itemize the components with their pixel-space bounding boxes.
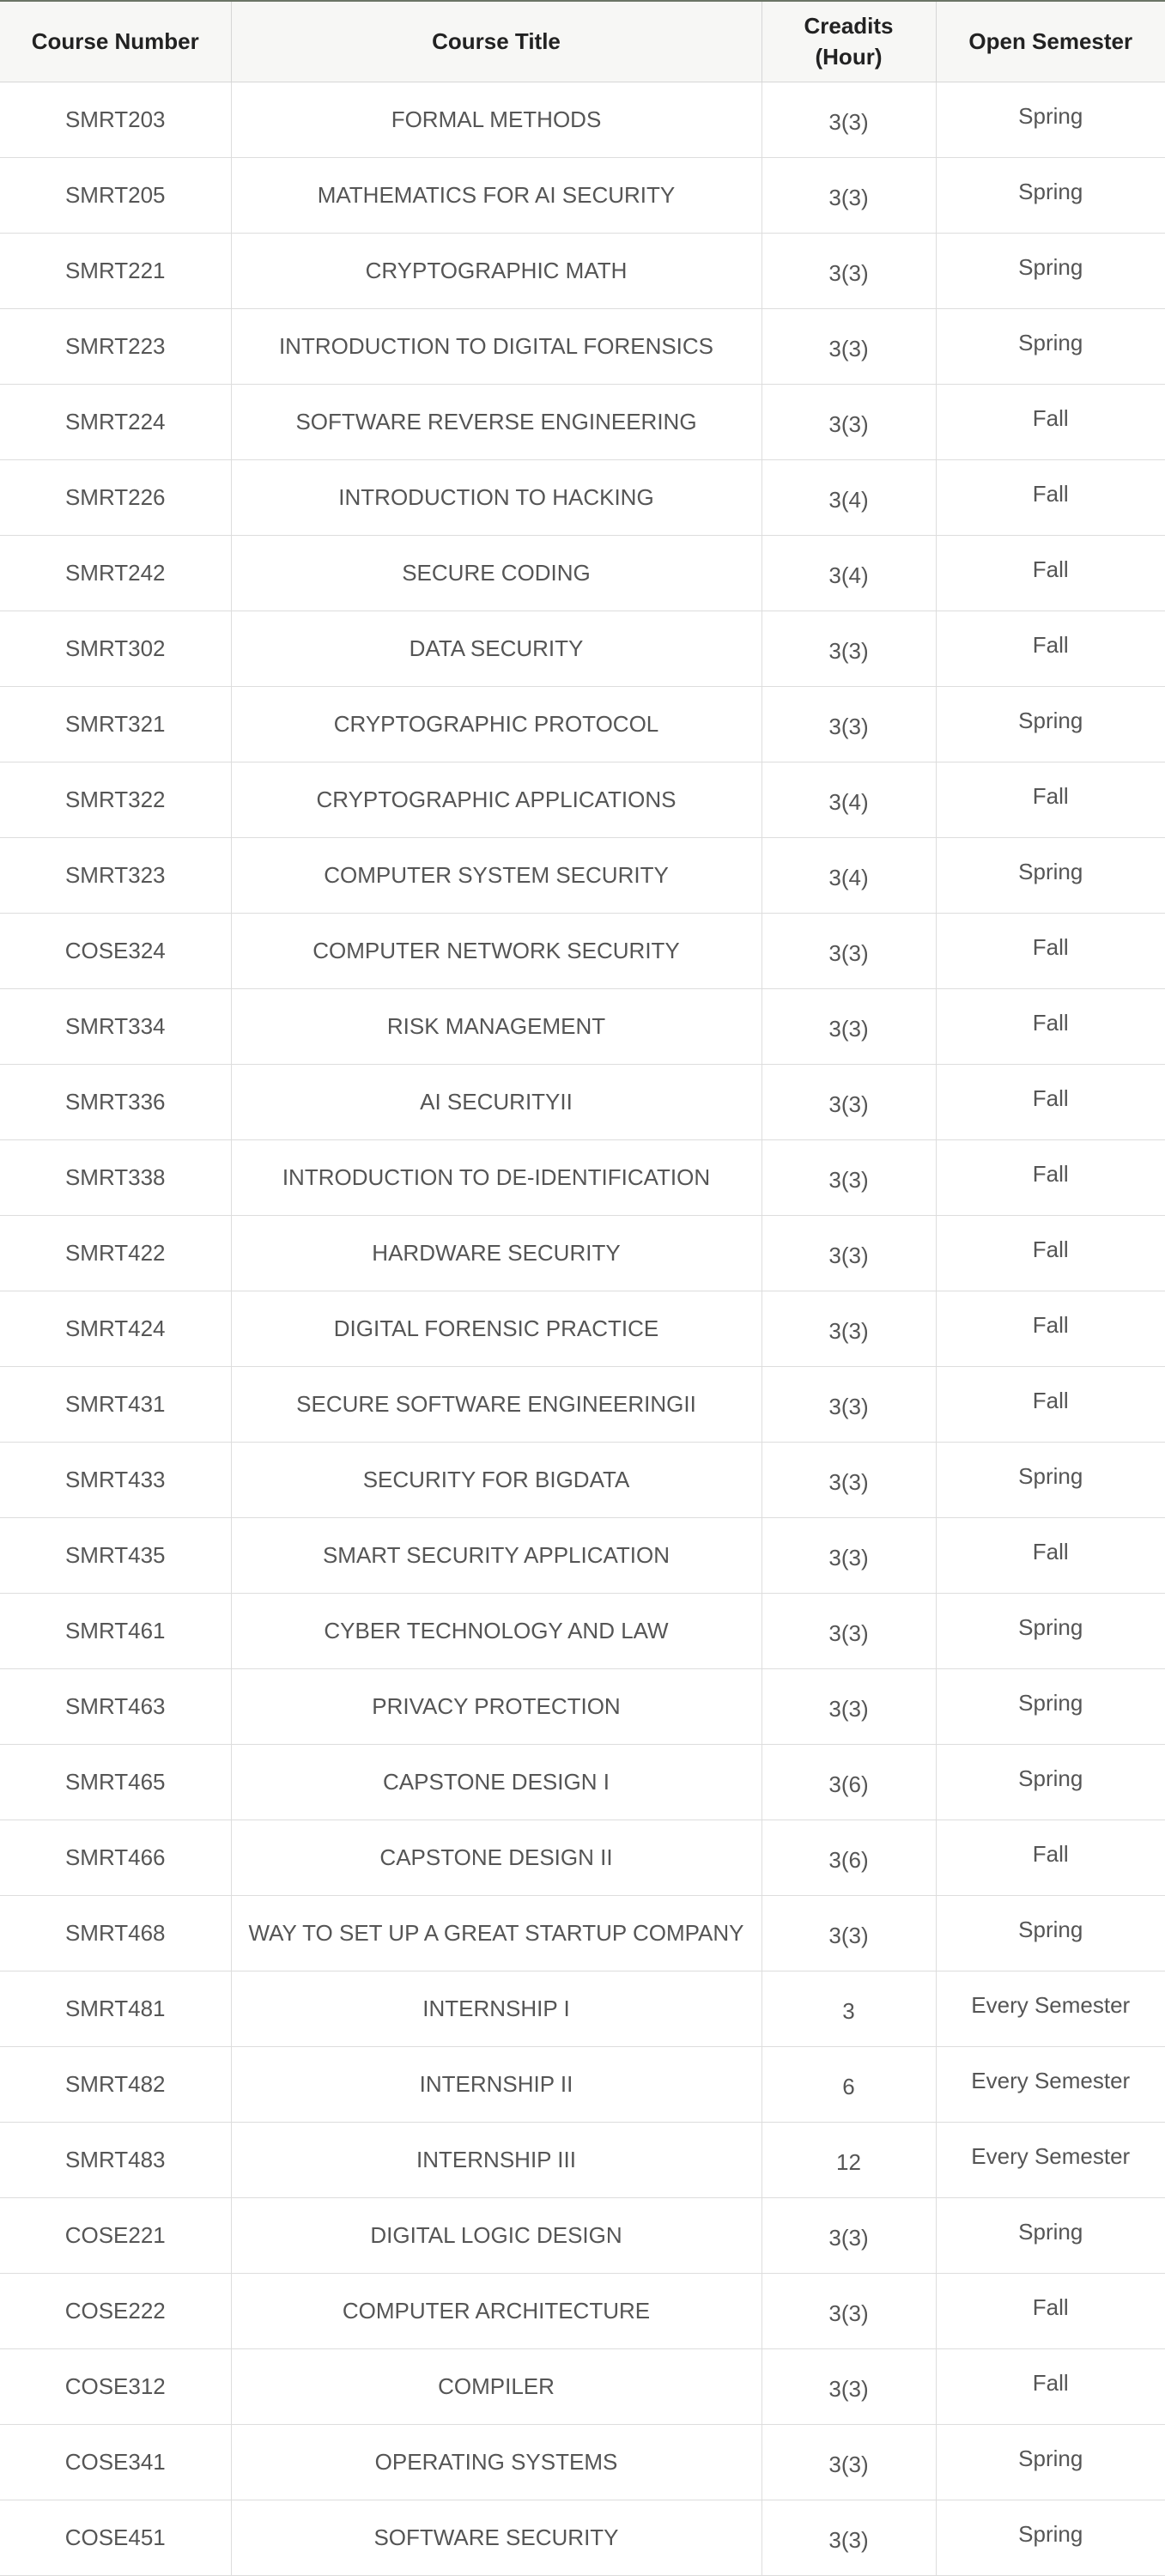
header-course-title: Course Title xyxy=(231,2,761,82)
open-semester-cell: Spring xyxy=(936,82,1165,158)
course-title-cell: INTRODUCTION TO HACKING xyxy=(231,460,761,536)
table-header xyxy=(0,2,1165,82)
course-title-cell: SMART SECURITY APPLICATION xyxy=(231,1518,761,1594)
open-semester-cell: Fall xyxy=(936,1820,1165,1896)
course-number-cell: SMRT323 xyxy=(0,838,231,914)
open-semester-cell: Spring xyxy=(936,1443,1165,1518)
table-row xyxy=(0,1367,1165,1443)
credits-cell: 3(3) xyxy=(761,82,936,158)
credits-cell: 3(3) xyxy=(761,1216,936,1291)
table-row xyxy=(0,2274,1165,2349)
course-number-cell: SMRT431 xyxy=(0,1367,231,1443)
table-row xyxy=(0,989,1165,1065)
open-semester-cell: Spring xyxy=(936,2500,1165,2576)
credits-cell: 3(3) xyxy=(761,687,936,762)
credits-cell: 3(3) xyxy=(761,1443,936,1518)
course-title-cell: WAY TO SET UP A GREAT STARTUP COMPANY xyxy=(231,1896,761,1971)
course-number-cell: SMRT336 xyxy=(0,1065,231,1140)
credits-cell: 3(3) xyxy=(761,989,936,1065)
course-title-cell: COMPILER xyxy=(231,2349,761,2425)
table-row xyxy=(0,2425,1165,2500)
course-title-cell: FORMAL METHODS xyxy=(231,82,761,158)
course-title-cell: CRYPTOGRAPHIC APPLICATIONS xyxy=(231,762,761,838)
open-semester-cell: Fall xyxy=(936,385,1165,460)
table-row xyxy=(0,1896,1165,1971)
header-credits-unit: (Hour) xyxy=(815,43,883,70)
course-number-cell: SMRT242 xyxy=(0,536,231,611)
table-row xyxy=(0,82,1165,158)
credits-cell: 3 xyxy=(761,1971,936,2047)
table-row xyxy=(0,158,1165,234)
credits-cell: 12 xyxy=(761,2123,936,2198)
course-title-cell: OPERATING SYSTEMS xyxy=(231,2425,761,2500)
course-title-cell: INTERNSHIP I xyxy=(231,1971,761,2047)
course-number-cell: SMRT203 xyxy=(0,82,231,158)
header-course-number: Course Number xyxy=(0,2,231,82)
credits-cell: 3(3) xyxy=(761,914,936,989)
course-title-cell: INTRODUCTION TO DIGITAL FORENSICS xyxy=(231,309,761,385)
table-row xyxy=(0,762,1165,838)
course-number-cell: SMRT466 xyxy=(0,1820,231,1896)
table-row xyxy=(0,2123,1165,2198)
open-semester-cell: Fall xyxy=(936,536,1165,611)
course-number-cell: SMRT223 xyxy=(0,309,231,385)
open-semester-cell: Fall xyxy=(936,1140,1165,1216)
header-row xyxy=(0,2,1165,82)
credits-cell: 3(3) xyxy=(761,1140,936,1216)
table-row xyxy=(0,536,1165,611)
open-semester-cell: Fall xyxy=(936,460,1165,536)
open-semester-cell: Fall xyxy=(936,2274,1165,2349)
course-number-cell: SMRT482 xyxy=(0,2047,231,2123)
course-number-cell: SMRT424 xyxy=(0,1291,231,1367)
table-row xyxy=(0,460,1165,536)
open-semester-cell: Spring xyxy=(936,1594,1165,1669)
table-row xyxy=(0,1745,1165,1820)
open-semester-cell: Spring xyxy=(936,158,1165,234)
course-title-cell: CYBER TECHNOLOGY AND LAW xyxy=(231,1594,761,1669)
course-title-cell: INTERNSHIP II xyxy=(231,2047,761,2123)
course-title-cell: MATHEMATICS FOR AI SECURITY xyxy=(231,158,761,234)
table-row xyxy=(0,2047,1165,2123)
course-title-cell: SECURE CODING xyxy=(231,536,761,611)
course-title-cell: CRYPTOGRAPHIC PROTOCOL xyxy=(231,687,761,762)
course-number-cell: SMRT422 xyxy=(0,1216,231,1291)
course-title-cell: DIGITAL LOGIC DESIGN xyxy=(231,2198,761,2274)
credits-cell: 3(4) xyxy=(761,460,936,536)
table-row xyxy=(0,1140,1165,1216)
open-semester-cell: Spring xyxy=(936,838,1165,914)
course-title-cell: RISK MANAGEMENT xyxy=(231,989,761,1065)
credits-cell: 3(3) xyxy=(761,309,936,385)
table-body xyxy=(0,82,1165,2576)
open-semester-cell: Spring xyxy=(936,2198,1165,2274)
header-credits xyxy=(761,2,936,82)
credits-cell: 3(3) xyxy=(761,1669,936,1745)
course-table xyxy=(0,2,1165,2576)
course-number-cell: SMRT226 xyxy=(0,460,231,536)
credits-cell: 3(4) xyxy=(761,838,936,914)
credits-cell: 3(3) xyxy=(761,2274,936,2349)
course-title-cell: AI SECURITYII xyxy=(231,1065,761,1140)
course-title-cell: CAPSTONE DESIGN I xyxy=(231,1745,761,1820)
credits-cell: 3(4) xyxy=(761,762,936,838)
credits-cell: 3(3) xyxy=(761,611,936,687)
open-semester-cell: Fall xyxy=(936,1518,1165,1594)
table-row xyxy=(0,1820,1165,1896)
credits-cell: 3(3) xyxy=(761,2500,936,2576)
course-title-cell: PRIVACY PROTECTION xyxy=(231,1669,761,1745)
course-title-cell: INTERNSHIP III xyxy=(231,2123,761,2198)
credits-cell: 3(3) xyxy=(761,1594,936,1669)
table-row xyxy=(0,1291,1165,1367)
credits-cell: 3(3) xyxy=(761,1291,936,1367)
open-semester-cell: Fall xyxy=(936,611,1165,687)
open-semester-cell: Fall xyxy=(936,762,1165,838)
credits-cell: 3(3) xyxy=(761,1367,936,1443)
table-row xyxy=(0,309,1165,385)
table-row xyxy=(0,611,1165,687)
open-semester-cell: Fall xyxy=(936,914,1165,989)
course-number-cell: SMRT338 xyxy=(0,1140,231,1216)
open-semester-cell: Fall xyxy=(936,1216,1165,1291)
open-semester-cell: Spring xyxy=(936,234,1165,309)
table-row xyxy=(0,1971,1165,2047)
table-row xyxy=(0,1443,1165,1518)
course-number-cell: SMRT463 xyxy=(0,1669,231,1745)
credits-cell: 6 xyxy=(761,2047,936,2123)
open-semester-cell: Fall xyxy=(936,989,1165,1065)
open-semester-cell: Spring xyxy=(936,1896,1165,1971)
course-number-cell: SMRT205 xyxy=(0,158,231,234)
table-row xyxy=(0,1669,1165,1745)
course-title-cell: DATA SECURITY xyxy=(231,611,761,687)
course-number-cell: SMRT483 xyxy=(0,2123,231,2198)
credits-cell: 3(3) xyxy=(761,158,936,234)
course-title-cell: INTRODUCTION TO DE-IDENTIFICATION xyxy=(231,1140,761,1216)
open-semester-cell: Every Semester xyxy=(936,1971,1165,2047)
table-row xyxy=(0,838,1165,914)
open-semester-cell: Fall xyxy=(936,1291,1165,1367)
course-number-cell: COSE324 xyxy=(0,914,231,989)
table-row xyxy=(0,1216,1165,1291)
course-title-cell: COMPUTER SYSTEM SECURITY xyxy=(231,838,761,914)
course-number-cell: SMRT334 xyxy=(0,989,231,1065)
table-row xyxy=(0,2500,1165,2576)
credits-cell: 3(3) xyxy=(761,2349,936,2425)
open-semester-cell: Spring xyxy=(936,2425,1165,2500)
table-row xyxy=(0,914,1165,989)
table-row xyxy=(0,234,1165,309)
open-semester-cell: Spring xyxy=(936,309,1165,385)
course-title-cell: SECURE SOFTWARE ENGINEERINGII xyxy=(231,1367,761,1443)
credits-cell: 3(3) xyxy=(761,2198,936,2274)
course-number-cell: COSE221 xyxy=(0,2198,231,2274)
course-number-cell: COSE312 xyxy=(0,2349,231,2425)
open-semester-cell: Fall xyxy=(936,1065,1165,1140)
header-credits-label: Creadits xyxy=(804,13,894,39)
credits-cell: 3(3) xyxy=(761,1896,936,1971)
course-number-cell: SMRT224 xyxy=(0,385,231,460)
header-open-semester: Open Semester xyxy=(936,2,1165,82)
course-number-cell: SMRT221 xyxy=(0,234,231,309)
course-number-cell: SMRT461 xyxy=(0,1594,231,1669)
course-title-cell: SOFTWARE SECURITY xyxy=(231,2500,761,2576)
course-title-cell: CRYPTOGRAPHIC MATH xyxy=(231,234,761,309)
course-number-cell: COSE222 xyxy=(0,2274,231,2349)
table-row xyxy=(0,2349,1165,2425)
open-semester-cell: Spring xyxy=(936,1745,1165,1820)
credits-cell: 3(6) xyxy=(761,1820,936,1896)
table-row xyxy=(0,1594,1165,1669)
table-row xyxy=(0,385,1165,460)
open-semester-cell: Every Semester xyxy=(936,2047,1165,2123)
credits-cell: 3(4) xyxy=(761,536,936,611)
credits-cell: 3(3) xyxy=(761,2425,936,2500)
credits-cell: 3(6) xyxy=(761,1745,936,1820)
table-row xyxy=(0,1065,1165,1140)
open-semester-cell: Spring xyxy=(936,1669,1165,1745)
course-number-cell: COSE451 xyxy=(0,2500,231,2576)
table-row xyxy=(0,2198,1165,2274)
course-number-cell: SMRT465 xyxy=(0,1745,231,1820)
credits-cell: 3(3) xyxy=(761,1065,936,1140)
course-number-cell: COSE341 xyxy=(0,2425,231,2500)
course-number-cell: SMRT435 xyxy=(0,1518,231,1594)
course-title-cell: DIGITAL FORENSIC PRACTICE xyxy=(231,1291,761,1367)
credits-cell: 3(3) xyxy=(761,1518,936,1594)
course-number-cell: SMRT481 xyxy=(0,1971,231,2047)
course-title-cell: SECURITY FOR BIGDATA xyxy=(231,1443,761,1518)
table-row xyxy=(0,1518,1165,1594)
course-title-cell: COMPUTER NETWORK SECURITY xyxy=(231,914,761,989)
credits-cell: 3(3) xyxy=(761,385,936,460)
open-semester-cell: Fall xyxy=(936,1367,1165,1443)
course-title-cell: SOFTWARE REVERSE ENGINEERING xyxy=(231,385,761,460)
open-semester-cell: Every Semester xyxy=(936,2123,1165,2198)
open-semester-cell: Fall xyxy=(936,2349,1165,2425)
course-number-cell: SMRT302 xyxy=(0,611,231,687)
course-title-cell: COMPUTER ARCHITECTURE xyxy=(231,2274,761,2349)
course-number-cell: SMRT321 xyxy=(0,687,231,762)
course-number-cell: SMRT468 xyxy=(0,1896,231,1971)
credits-cell: 3(3) xyxy=(761,234,936,309)
course-title-cell: HARDWARE SECURITY xyxy=(231,1216,761,1291)
course-number-cell: SMRT433 xyxy=(0,1443,231,1518)
table-row xyxy=(0,687,1165,762)
course-title-cell: CAPSTONE DESIGN II xyxy=(231,1820,761,1896)
open-semester-cell: Spring xyxy=(936,687,1165,762)
course-number-cell: SMRT322 xyxy=(0,762,231,838)
